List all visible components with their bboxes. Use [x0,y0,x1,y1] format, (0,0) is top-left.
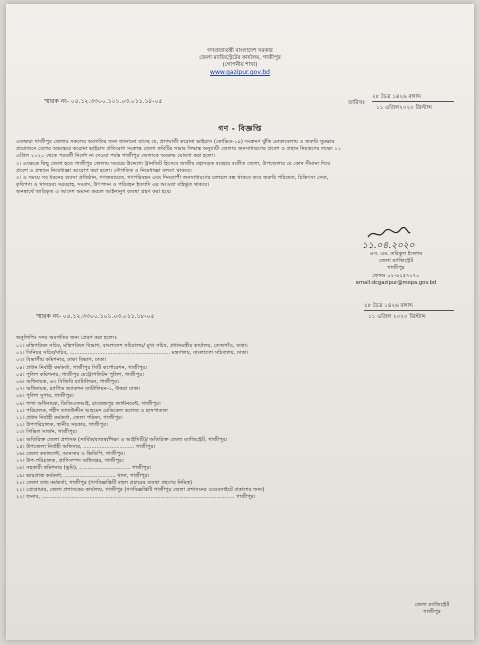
body-line: ২। এক্ষেত্রে কিছু জেলা হতে গাজীপুর জেলায় সময়ের উদ্দেশ্যে ট্রানজিট হিসেবে জাতীয় মহাসড়ক ব্যবহার ব্যতীত জেলা, উপজেলার যে কোন সীমানা দিয়ে [16,160,331,167]
memo-number: স্মারক নং- ০৫.১২.৩৩০০.১০১.০৩.০১১.১৮-০৫ [44,98,163,105]
list-item: ১১। প্রধান নির্বাহী কর্মকর্তা, জেলা পরিষদ, গাজীপুর। [16,415,123,422]
page-title: গণ - বিজ্ঞপ্তি [218,124,262,133]
list-item: ১৮। সহকারী কমিশনার (ভূমি), ............................... গাজীপুর। [16,465,152,472]
list-item: ১৯। ভারপ্রাপ্ত কর্মকর্তা, ............................... থানা, গাজীপুর। [16,472,150,479]
list-item: ০১। মন্ত্রিপরিষদ সচিব, মন্ত্রিপরিষদ বিভাগ, বাংলাদেশ সচিবালয়/ মুখ্য সচিব, প্রধানমন্ত্রীর কার্যালয়, তেজগাঁও, ঢাকা। [16,343,248,349]
body-line: প্রবেশ ও প্রস্থানে নিষেধাজ্ঞা আরোপ করা হলো। সৌগতিক ও নিষেধাজ্ঞা বলবৎ থাকবে। [16,167,192,174]
list-item: ১৭। উপ-পরিচালক, প্রাণিসম্পদ অধিদপ্তর, গাজীপুর। [16,458,124,465]
list-item: ২২। জনাব, ..................................................................................................................... গাজীপুর। [16,494,256,501]
signatory-designation: জেলা ম্যাজিস্ট্রেট [378,258,414,265]
signatory-details [336,251,456,287]
list-item: ১৩। সিভিল সার্জন, গাজীপুর। [16,429,78,436]
body-line: ৩। এ সময়ে সব ধরনের ব্যবসা প্রতিষ্ঠান, গণজমায়েত, গণপরিবহন এবং দিনব্যাপী জনসাধারণের চলাচল বন্ধ থাকবে তবে জরুরি পরিষেবা, চিকিৎসা সেবা, [16,175,329,182]
list-item: ২১। প্রোগ্রামার, জেলা প্রশাসকের কার্যালয়, গাজীপুর (গণবিজ্ঞপ্তিটি গাজীপুর জেলা প্রশাসনের ওয়েবসাইটে প্রকাশের জন্য) [16,487,265,494]
list-item: ০৬। অধিনায়ক, ৬৩ বিজিবি ব্যাটালিয়ন, গাজীপুর। [16,379,119,386]
list-item: ০৫। পুলিশ কমিশনার, গাজীপুর মেট্রোপলিটন পুলিশ, গাজীপুর। [16,371,144,378]
list-item: ০৭। অধিনায়ক, র‌্যাপিড অ্যাকশন ব্যাটালিয়ন-১, উত্তরা ঢাকা। [16,386,141,393]
header-line-2: জেলা ম্যাজিস্ট্রেটের কার্যালয়, গাজীপুর [199,55,281,61]
list-item: ০৪। প্রধান নির্বাহী কর্মকর্তা, গাজীপুর সিটি কর্পোরেশন, গাজীপুর। [16,364,148,371]
footer-signatory [392,602,472,616]
signature-block [354,226,464,253]
list-item: ১০। পরিচালক, শহীদ তাজউদ্দীন আহমেদ মেডিকেল কলেজ ও হাসপাতাল [16,407,168,414]
document-page [6,4,474,640]
signature-date: ১১.০৪.২০২০ [362,241,415,251]
list-item: ১৪। অতিরিক্ত জেলা প্রশাসক (সার্বিক/রাজস্ব/শিক্ষা ও আইসিটি)/ অতিরিক্ত জেলা ম্যাজিস্ট্রেট, গাজীপুর। [16,436,228,443]
date-english-copy: ১১ এপ্রিল ২০২০ খ্রিস্টাব্দ [368,314,426,320]
list-item: ১৫। উপজেলা নির্বাহী অফিসার, ............................... গাজীপুর। [16,443,156,450]
website-link[interactable]: www.gazipur.gov.bd [210,69,270,76]
distribution-list [16,343,468,501]
list-item: ১২। উপপরিচালক, স্থানীয় সরকার, গাজীপুর। [16,422,108,429]
footer-designation: জেলা ম্যাজিস্ট্রেট [414,602,450,608]
list-item: ০৯। শাখা অধিনায়ক, ডিজিএফআই, রাজেন্দ্রপুর ক্যান্টনমেন্ট, গাজীপুর। [16,400,161,407]
date-bangla-copy: ২৮ চৈত্র ১৪২৬ বঙ্গাব্দ [364,303,454,311]
date-bangla: ২৮ চৈত্র ১৪২৬ বঙ্গাব্দ [372,94,454,102]
header-line-3: (গোপনীয় শাখা) [222,62,258,68]
footer-place: গাজীপুর [423,609,441,616]
date-english: ১১ এপ্রিল২০২০ খ্রিস্টাব্দ [376,105,432,111]
memo-number-copy: স্মারক নং- ০৫.১২.৩৩০০.১০১.০৩.০১১.১৮-০৫ [36,313,155,320]
signatory-email[interactable]: email:dcgazipur@mopa.gov.bd [355,279,437,286]
list-item: ২০। জেলা তথ্য কর্মকর্তা, গাজীপুর (গণবিজ্ঞপ্তিটি বহুল প্রচারের ব্যবস্থা গ্রহণের নিমিত্ত) [16,479,193,486]
body-line: প্রয়োজনে বেশের অভ্যন্তরে করোনা ভাইরাস প্রতিরোধ সংক্রান্ত জেলা কমিটির সভার সিদ্ধান্ত অনুযায়ী জেলায় জনসাধারণের প্রবেশ ও প্রস্থান নিয়ন্ত্রণের লক্ষ্যে ১১ [16,146,342,153]
list-item: ১৬। জেলা কমান্ড্যান্ট, আনসার ও ভিডিপি, গাজীপুর। [16,451,125,458]
notice-body [16,139,468,197]
list-item: ০৩। বিভাগীয় কমিশনার, ঢাকা বিভাগ, ঢাকা। [16,357,107,364]
govt-header [6,48,474,76]
distribution-heading: অনুলিপিঃ সদয় অবগতির জন্য প্রেরণ করা হলোঃ [16,335,117,341]
body-line: জনস্বার্থে জারিকৃত এ আদেশ অমান্য করলে আইনানুগ ব্যবস্থা গ্রহণ করা হবে। [16,189,172,196]
list-item: ০২। সিনিয়র সচিব/সচিব, ............................................................. মন্ত্রণালয়, বাংলাদেশ সচিবালয়, ঢাকা। [16,350,249,357]
signatory-place: গাজীপুর [387,265,405,272]
signatory-phone: ফোনঃ ০২-৯২৫৭০৭০ [372,272,420,279]
body-line: এতদ্বারা গাজীপুর জেলার সকলের অবগতির জন্য জানানো যাচ্ছে যে, প্রাণঘাতী করোনা ভাইরাস (কোভিড-১৯) সংক্রমণ ঝুঁকি মোকাবেলায় ও জরুরি সুরক্ষার [16,139,335,145]
body-line: এপ্রিল ২০২০ থেকে পরবর্তী নির্দেশ না দেওয়া পর্যন্ত গাজীপুর জেলাকে অবরুদ্ধ ঘোষণা করা হলো। [16,153,215,160]
body-line: কৃষিপণ্য ও খাদ্যদ্রব্য সরবরাহ, সংবাদ, উৎপাদন ও পরিবহন ইত্যাদি এর আওতা বহির্ভূত থাকবে। [16,182,210,189]
signatory-name: এস. এম. তরিকুল ইসলাম [369,251,423,257]
list-item: ০৮। পুলিশ সুপার, গাজীপুর। [16,393,74,400]
date-label: তারিখঃ [348,100,366,106]
header-line-1: গণপ্রজাতন্ত্রী বাংলাদেশ সরকার [207,48,273,54]
